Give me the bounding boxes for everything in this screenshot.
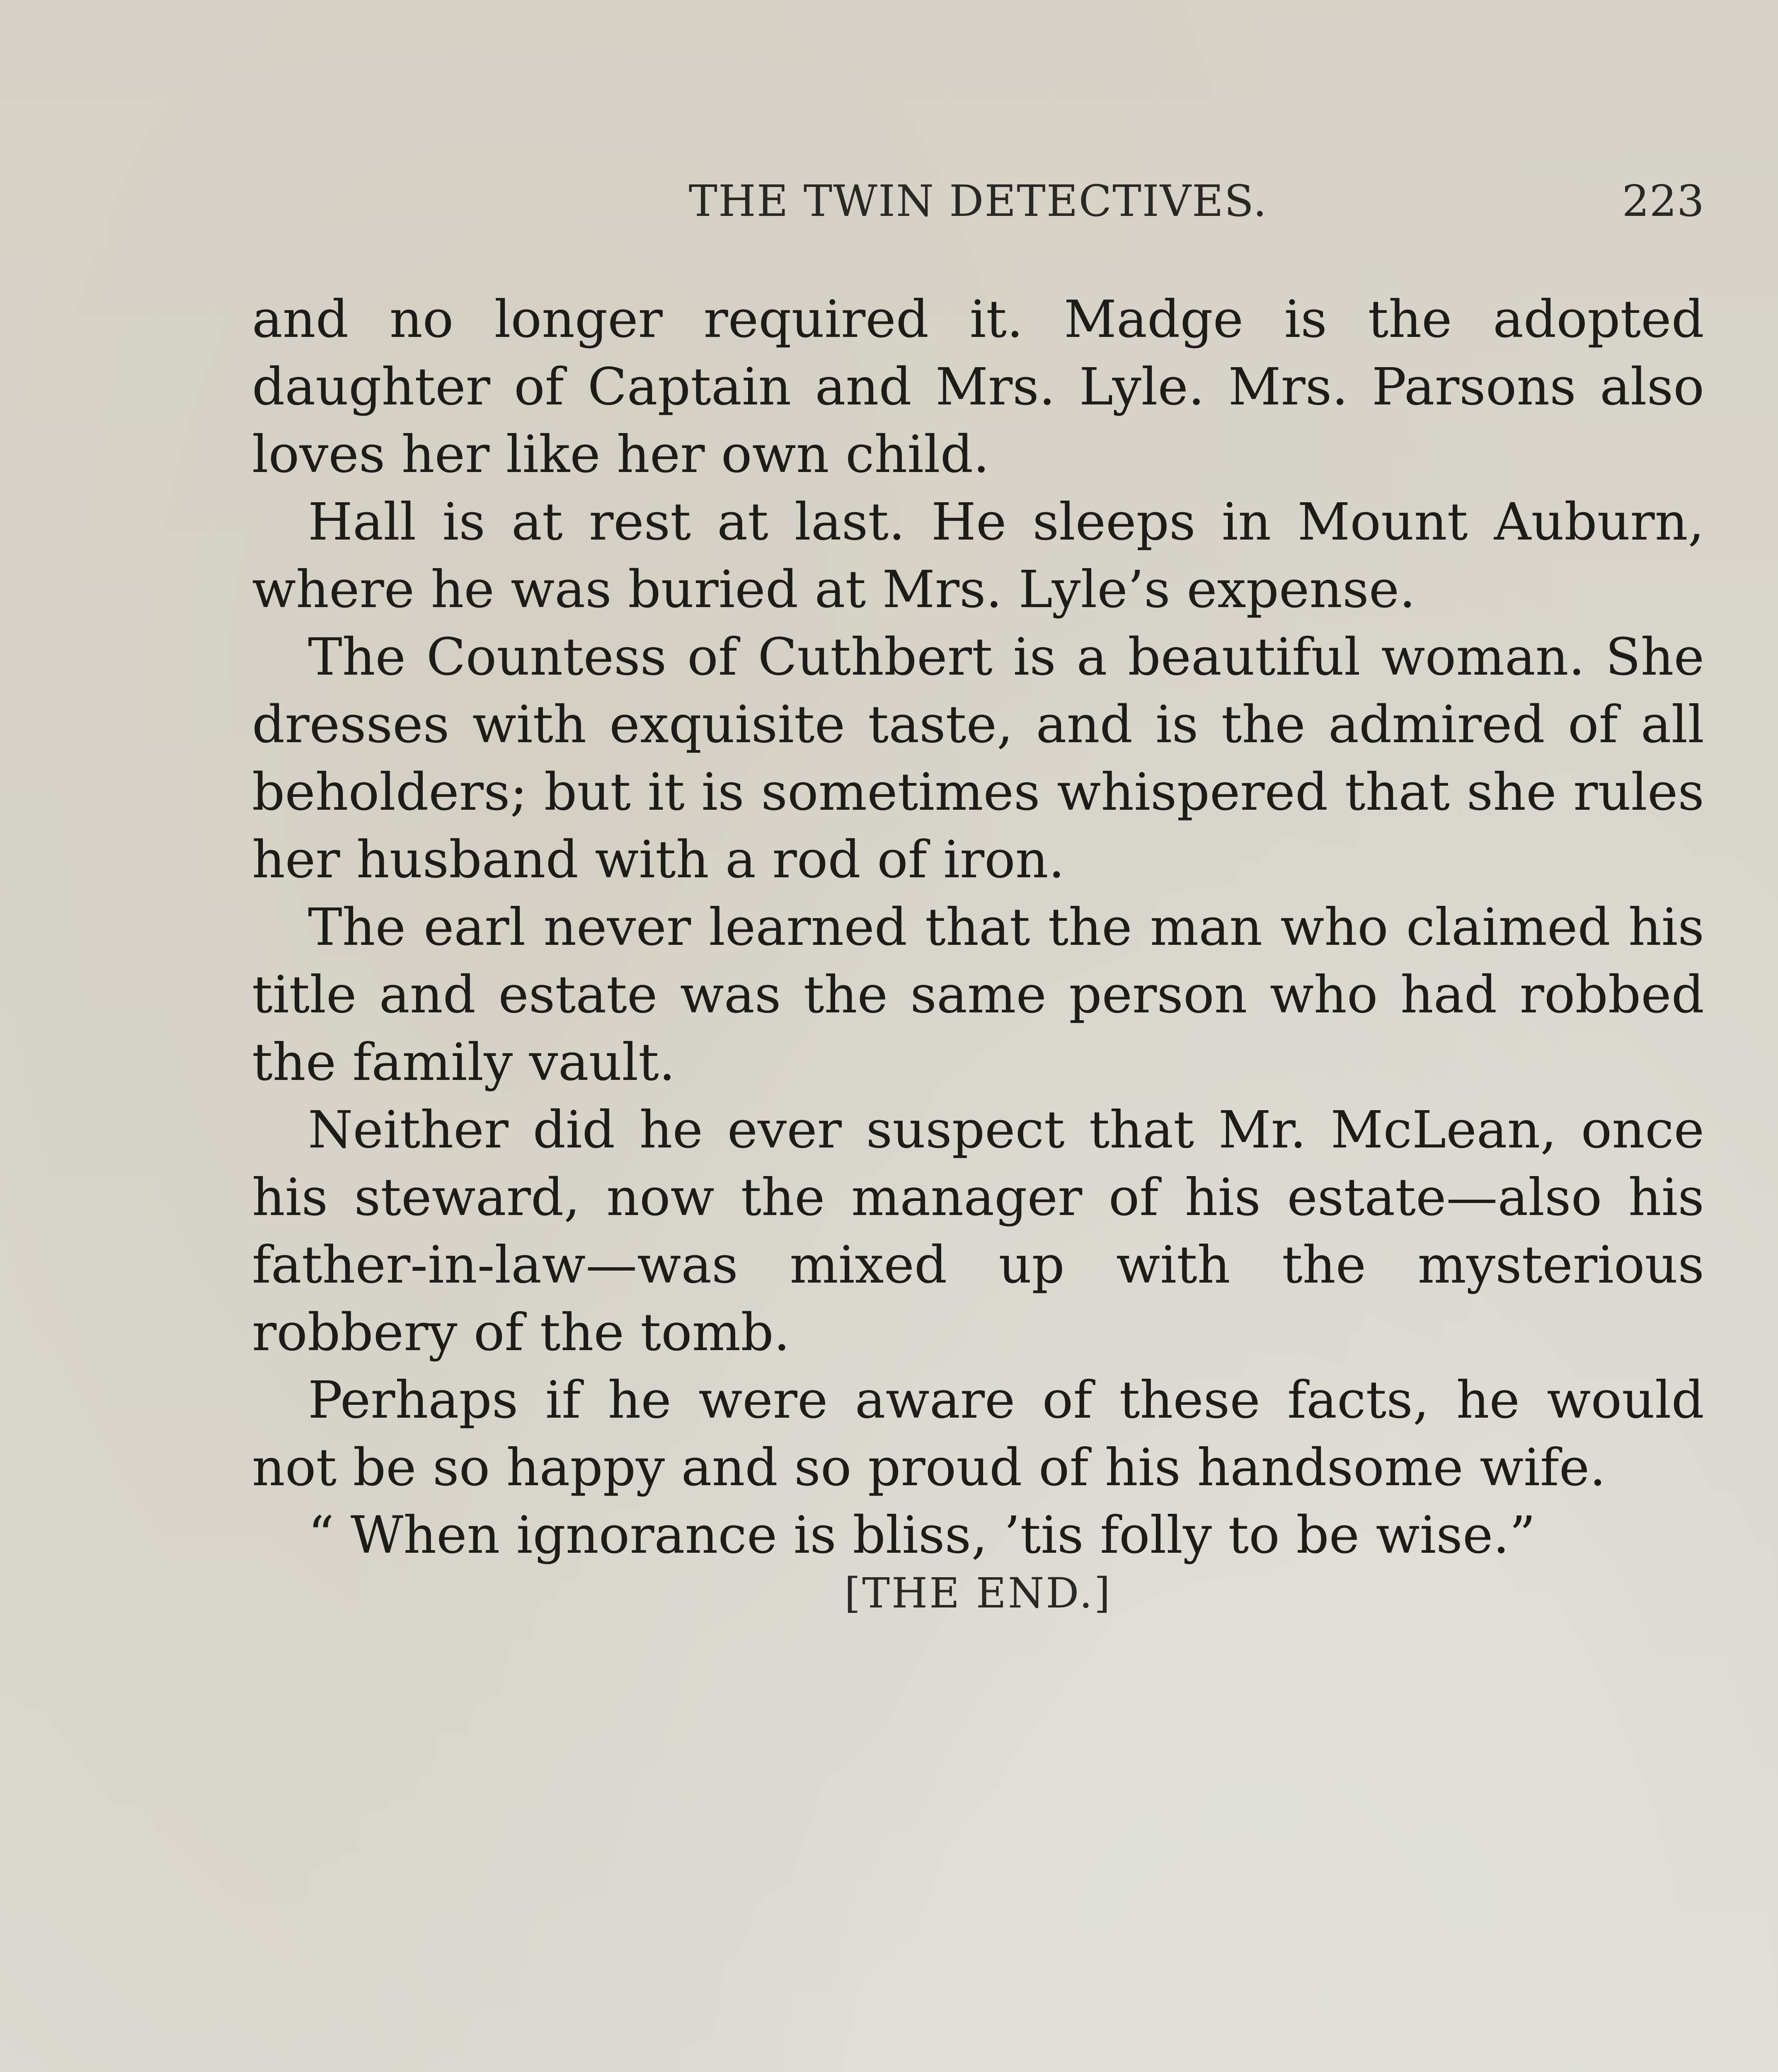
paragraph-1: and no longer required it. Madge is the adopted daughter of Captain and Mrs. Lyle. Mrs. Parsons also loves her like her own child.: [252, 290, 1704, 484]
paragraph-5: Neither did he ever suspect that Mr. McLean, once his steward, now the manager of his estate—also his father-in-law—was mixed up with the mysterious robbery of the tomb.: [252, 1100, 1704, 1363]
paragraph-6: Perhaps if he were aware of these facts, he would not be so happy and so proud of his handsome wife.: [252, 1370, 1704, 1498]
body-text: [252, 286, 1704, 1569]
closing-quote: “ When ignorance is bliss, ’tis folly to be wise.”: [308, 1506, 1536, 1565]
paragraph-4: The earl never learned that the man who claimed his title and estate was the same person who had robbed the family vault.: [252, 898, 1704, 1092]
page-number: 223: [1622, 176, 1704, 226]
running-head: [252, 166, 1704, 236]
paragraph-3: The Countess of Cuthbert is a beautiful woman. She dresses with exquisite taste, and is the admired of all beholders; but it is sometimes whispered that she rules her husband with a rod of iron.: [252, 627, 1704, 890]
paragraph-2: Hall is at rest at last. He sleeps in Mount Auburn, where he was buried at Mrs. Lyle’s expense.: [252, 492, 1704, 620]
end-mark: [THE END.]: [844, 1569, 1112, 1617]
running-title: THE TWIN DETECTIVES.: [688, 176, 1268, 226]
